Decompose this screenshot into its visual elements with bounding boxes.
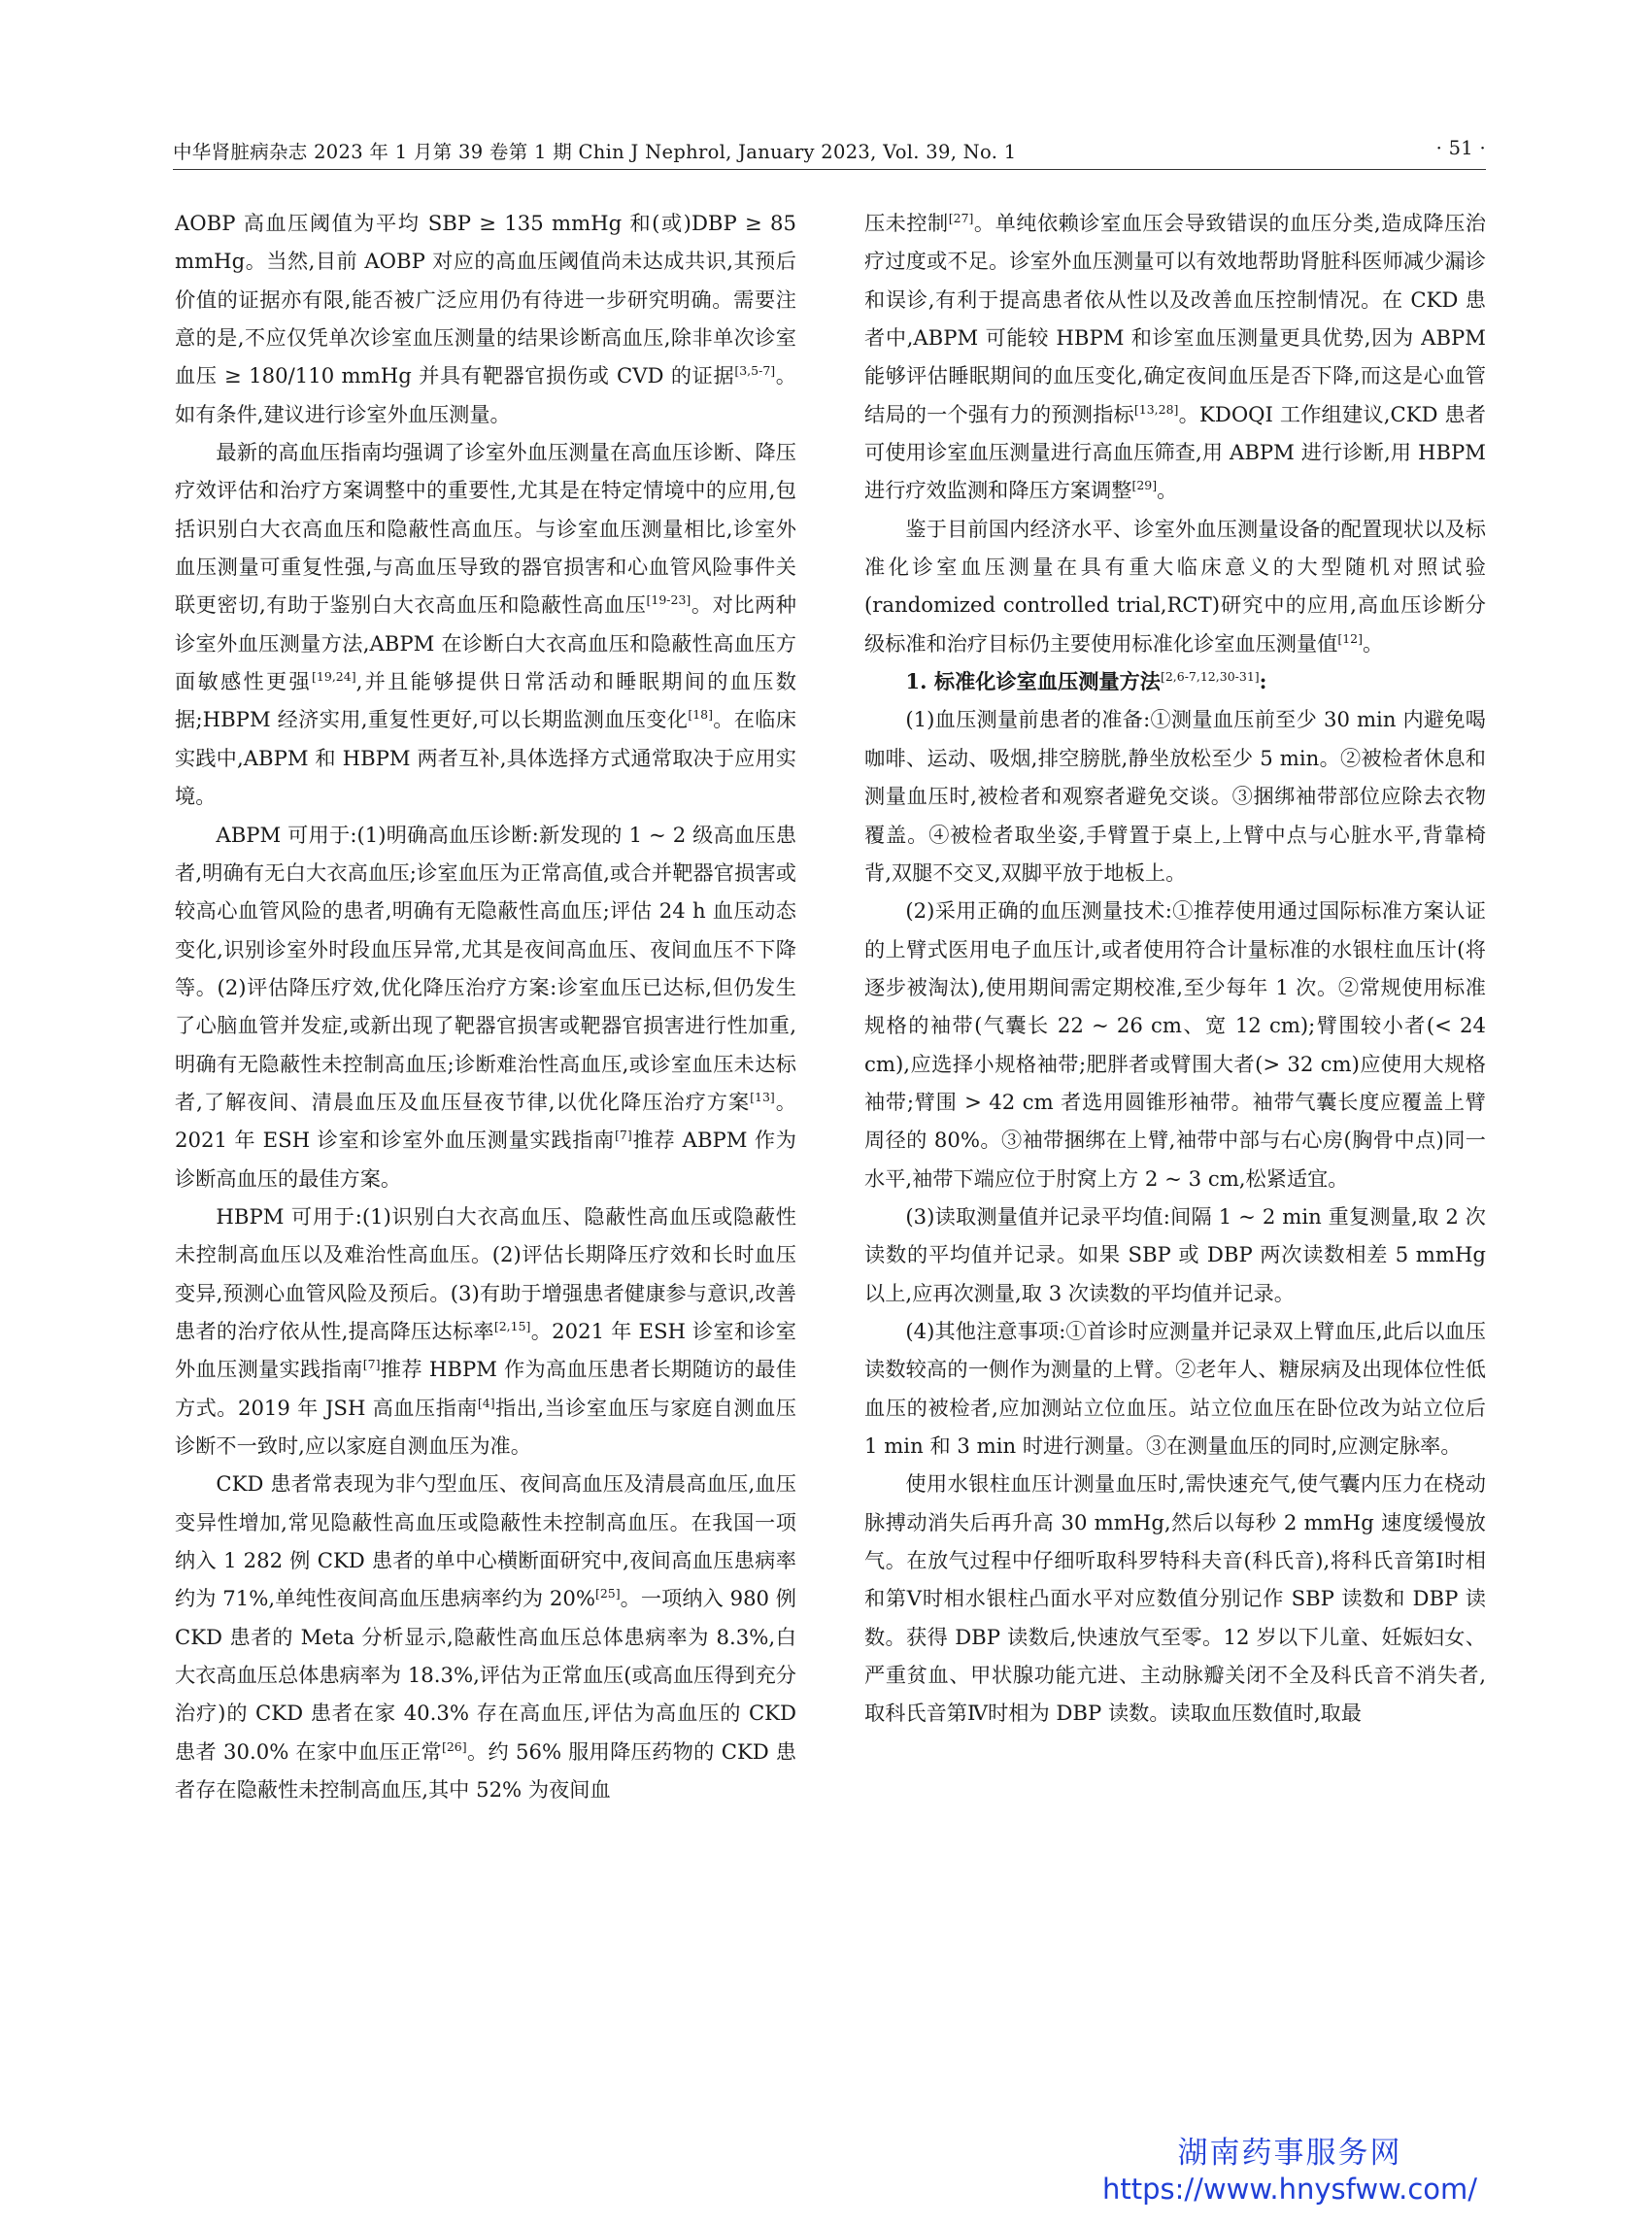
paragraph: 使用水银柱血压计测量血压时,需快速充气,使气囊内压力在桡动脉搏动消失后再升高 30 mmHg,然后以每秒 2 mmHg 速度缓慢放气。在放气过程中仔细听取科罗特科夫音(科氏音),将科氏音第Ⅰ时相和第Ⅴ时相水银柱凸面水平对应数值分别记作 SBP 读数和 DBP 读数。获得 DBP 读数后,快速放气至零。12 岁以下儿童、妊娠妇女、严重贫血、甲状腺功能亢进、主动脉瓣关闭不全及科氏音不消失者,取科氏音第Ⅳ时相为 DBP 读数。读取血压数值时,取最	[864, 1471, 1486, 1726]
citation: [19-23]	[646, 592, 691, 608]
citation: [2,6-7,12,30-31]	[1160, 669, 1260, 685]
citation: [25]	[594, 1586, 621, 1601]
citation: [7]	[362, 1357, 381, 1372]
paragraph: ABPM 可用于:(1)明确高血压诊断:新发现的 1 ~ 2 级高血压患者,明确有无白大衣高血压;诊室血压为正常高值,或合并靶器官损害或较高心血管风险的患者,明确有无隐蔽性高血压;评估 24 h 血压动态变化,识别诊室外时段血压异常,尤其是夜间高血压、夜间血压不下降等。(2)评估降压疗效,优化降压治疗方案:诊室血压已达标,但仍发生了心脑血管并发症,或新出现了靶器官损害或靶器官损害进行性加重,明确有无隐蔽性未控制高血压;诊断难治性高血压,或诊室血压未达标者,了解夜间、清晨血压及血压昼夜节律,以优化降压治疗方案[13]。2021 年 ESH 诊室和诊室外血压测量实践指南[7]推荐 ABPM 作为诊断高血压的最佳方案。	[175, 822, 796, 1191]
citation: [19,24]	[312, 669, 356, 685]
watermark	[1086, 2135, 1494, 2207]
watermark-url[interactable]: https://www.hnysfww.com/	[1101, 2173, 1478, 2206]
citation: [2,15]	[493, 1318, 531, 1333]
paragraph: HBPM 可用于:(1)识别白大衣高血压、隐蔽性高血压或隐蔽性未控制高血压以及难治性高血压。(2)评估长期降压疗效和长时血压变异,预测心血管风险及预后。(3)有助于增强患者健康参与意识,改善患者的治疗依从性,提高降压达标率[2,15]。2021 年 ESH 诊室和诊室外血压测量实践指南[7]推荐 HBPM 作为高血压患者长期随访的最佳方式。2019 年 JSH 高血压指南[4]指出,当诊室血压与家庭自测血压诊断不一致时,应以家庭自测血压为准。	[175, 1203, 796, 1458]
page-number: · 51 ·	[1435, 137, 1486, 159]
section-heading: 1. 标准化诊室血压测量方法[2,6-7,12,30-31]:	[905, 669, 1267, 694]
citation: [3,5-7]	[734, 363, 776, 379]
paragraph: 鉴于目前国内经济水平、诊室外血压测量设备的配置现状以及标准化诊室血压测量在具有重大临床意义的大型随机对照试验(randomized controlled trial,RCT)研究中的应用,高血压诊断分级标准和治疗目标仍主要使用标准化诊室血压测量值[12]。	[864, 516, 1486, 656]
citation: [26]	[441, 1738, 467, 1754]
citation: [12]	[1337, 630, 1363, 646]
citation: [29]	[1131, 478, 1158, 493]
paragraph: (3)读取测量值并记录平均值:间隔 1 ~ 2 min 重复测量,取 2 次读数的平均值并记录。如果 SBP 或 DBP 两次读数相差 5 mmHg 以上,应再次测量,取 3 次读数的平均值并记录。	[864, 1203, 1486, 1305]
paragraph: (1)血压测量前患者的准备:①测量血压前至少 30 min 内避免喝咖啡、运动、吸烟,排空膀胱,静坐放松至少 5 min。②被检者休息和测量血压时,被检者和观察者避免交谈。③捆绑袖带部位应除去衣物覆盖。④被检者取坐姿,手臂置于桌上,上臂中点与心脏水平,背靠椅背,双腿不交叉,双脚平放于地板上。	[864, 707, 1486, 885]
running-header	[173, 134, 1486, 170]
journal-citation: 中华肾脏病杂志 2023 年 1 月第 39 卷第 1 期 Chin J Nephrol, January 2023, Vol. 39, No. 1	[173, 141, 1017, 163]
citation: [13]	[750, 1089, 775, 1104]
right-column	[864, 204, 1486, 1733]
citation: [7]	[615, 1128, 632, 1143]
paragraph: (2)采用正确的血压测量技术:①推荐使用通过国际标准方案认证的上臂式医用电子血压计,或者使用符合计量标准的水银柱血压计(将逐步被淘汰),使用期间需定期校准,至少每年 1 次。②常规使用标准规格的袖带(气囊长 22 ~ 26 cm、宽 12 cm);臂围较小者(< 24 cm),应选择小规格袖带;肥胖者或臂围大者(> 32 cm)应使用大规格袖带;臂围 > 42 cm 者选用圆锥形袖带。袖带气囊长度应覆盖上臂周径的 80%。③袖带捆绑在上臂,袖带中部与右心房(胸骨中点)同一水平,袖带下端应位于肘窝上方 2 ~ 3 cm,松紧适宜。	[864, 898, 1486, 1191]
paragraph: AOBP 高血压阈值为平均 SBP ≥ 135 mmHg 和(或)DBP ≥ 85 mmHg。当然,目前 AOBP 对应的高血压阈值尚未达成共识,其预后价值的证据亦有限,能否被广泛应用仍有待进一步研究明确。需要注意的是,不应仅凭单次诊室血压测量的结果诊断高血压,除非单次诊室血压 ≥ 180/110 mmHg 并具有靶器官损伤或 CVD 的证据[3,5-7]。如有条件,建议进行诊室外血压测量。	[175, 211, 796, 426]
watermark-site-name: 湖南药事服务网	[1177, 2136, 1402, 2171]
citation: [4]	[477, 1395, 495, 1410]
paragraph: (4)其他注意事项:①首诊时应测量并记录双上臂血压,此后以血压读数较高的一侧作为测量的上臂。②老年人、糖尿病及出现体位性低血压的被检者,应加测站立位血压。站立位血压在卧位改为站立位后 1 min 和 3 min 时进行测量。③在测量血压的同时,应测定脉率。	[864, 1318, 1486, 1458]
paragraph: 最新的高血压指南均强调了诊室外血压测量在高血压诊断、降压疗效评估和治疗方案调整中的重要性,尤其是在特定情境中的应用,包括识别白大衣高血压和隐蔽性高血压。与诊室血压测量相比,诊室外血压测量可重复性强,与高血压导致的器官损害和心血管风险事件关联更密切,有助于鉴别白大衣高血压和隐蔽性高血压[19-23]。对比两种诊室外血压测量方法,ABPM 在诊断白大衣高血压和隐蔽性高血压方面敏感性更强[19,24],并且能够提供日常活动和睡眠期间的血压数据;HBPM 经济实用,重复性更好,可以长期监测血压变化[18]。在临床实践中,ABPM 和 HBPM 两者互补,具体选择方式通常取决于应用实境。	[175, 440, 796, 809]
citation: [13,28]	[1133, 401, 1179, 417]
left-column	[175, 204, 796, 1808]
citation: [27]	[948, 211, 974, 225]
paragraph: CKD 患者常表现为非勺型血压、夜间高血压及清晨高血压,血压变异性增加,常见隐蔽性高血压或隐蔽性未控制高血压。在我国一项纳入 1 282 例 CKD 患者的单中心横断面研究中,夜间高血压患病率约为 71%,单纯性夜间高血压患病率约为 20%[25]。一项纳入 980 例 CKD 患者的 Meta 分析显示,隐蔽性高血压总体患病率为 8.3%,白大衣高血压总体患病率为 18.3%,评估为正常血压(或高血压得到充分治疗)的 CKD 患者在家 40.3% 存在高血压,评估为高血压的 CKD 患者 30.0% 在家中血压正常[26]。约 56% 服用降压药物的 CKD 患者存在隐蔽性未控制高血压,其中 52% 为夜间血	[175, 1471, 796, 1803]
paragraph: 压未控制[27]。单纯依赖诊室血压会导致错误的血压分类,造成降压治疗过度或不足。诊室外血压测量可以有效地帮助肾脏科医师减少漏诊和误诊,有利于提高患者依从性以及改善血压控制情况。在 CKD 患者中,ABPM 可能较 HBPM 和诊室血压测量更具优势,因为 ABPM 能够评估睡眠期间的血压变化,确定夜间血压是否下降,而这是心血管结局的一个强有力的预测指标[13,28]。KDOQI 工作组建议,CKD 患者可使用诊室血压测量进行高血压筛查,用 ABPM 进行诊断,用 HBPM 进行疗效监测和降压方案调整[29]。	[864, 211, 1486, 503]
citation: [18]	[688, 707, 713, 723]
